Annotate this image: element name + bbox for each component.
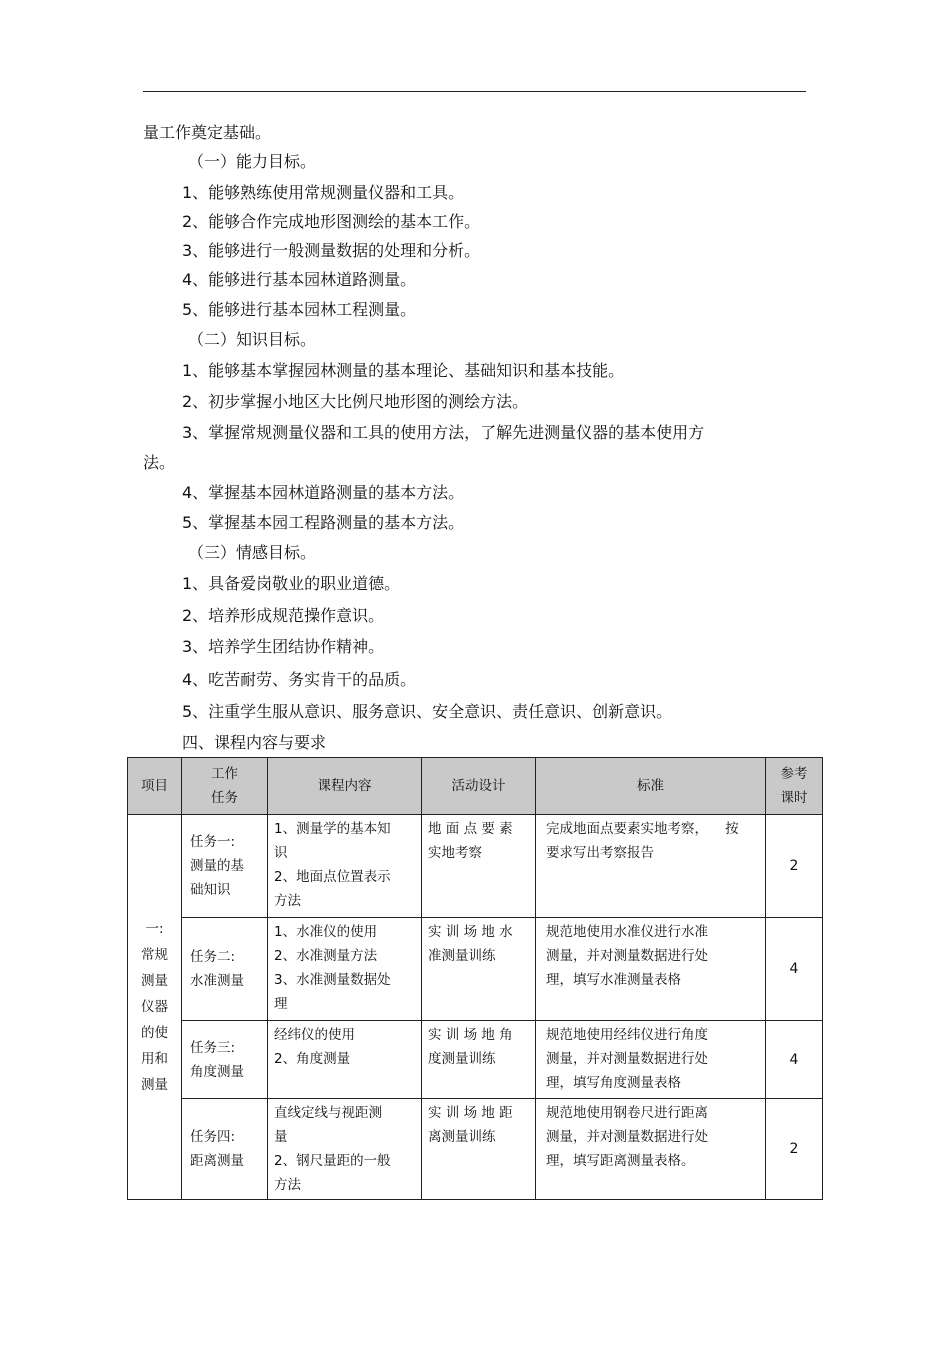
header-standard: 标准 [536, 758, 766, 815]
section-heading-knowledge: （二）知识目标。 [188, 330, 317, 349]
paragraph-line: 2、能够合作完成地形图测绘的基本工作。 [182, 212, 481, 231]
paragraph-line: 5、掌握基本园工程路测量的基本方法。 [182, 513, 465, 532]
paragraph-line: 4、掌握基本园林道路测量的基本方法。 [182, 483, 465, 502]
hours-cell: 2 [766, 815, 823, 918]
task-cell: 任务三: 角度测量 [182, 1021, 268, 1099]
course-content-table [127, 757, 823, 1200]
paragraph-line: 2、培养形成规范操作意识。 [182, 606, 385, 625]
paragraph-line: 4、吃苦耐劳、务实肯干的品质。 [182, 670, 417, 689]
task-cell: 任务一: 测量的基 础知识 [182, 815, 268, 918]
project-cell: 一: 常规 测量 仪器 的使 用和 测量 [128, 815, 182, 1200]
header-activity: 活动设计 [422, 758, 536, 815]
task-cell: 任务二: 水准测量 [182, 918, 268, 1021]
content-cell: 经纬仪的使用 2、角度测量 [268, 1021, 422, 1099]
paragraph-line: 2、初步掌握小地区大比例尺地形图的测绘方法。 [182, 392, 529, 411]
header-hours: 参考 课时 [766, 758, 823, 815]
paragraph-line: 1、能够基本掌握园林测量的基本理论、基础知识和基本技能。 [182, 361, 625, 380]
paragraph-line: 量工作奠定基础。 [143, 123, 272, 142]
activity-cell: 地 面 点 要 素 实地考察 [422, 815, 536, 918]
header-task: 工作 任务 [182, 758, 268, 815]
task-cell: 任务四: 距离测量 [182, 1099, 268, 1200]
hours-cell: 2 [766, 1099, 823, 1200]
paragraph-line: 3、掌握常规测量仪器和工具的使用方法，了解先进测量仪器的基本使用方 [182, 423, 705, 442]
paragraph-line: 法。 [143, 453, 176, 472]
paragraph-line: 4、能够进行基本园林道路测量。 [182, 270, 417, 289]
hours-cell: 4 [766, 918, 823, 1021]
table-row [128, 918, 823, 1021]
activity-cell: 实 训 场 地 距 离测量训练 [422, 1099, 536, 1200]
section-heading-ability: （一）能力目标。 [188, 152, 317, 171]
standard-cell: 完成地面点要素实地考察， 按 要求写出考察报告 [536, 815, 766, 918]
section-heading-emotion: （三）情感目标。 [188, 543, 317, 562]
header-content: 课程内容 [268, 758, 422, 815]
standard-cell: 规范地使用经纬仪进行角度 测量，并对测量数据进行处 理，填写角度测量表格 [536, 1021, 766, 1099]
table-header-row [128, 758, 823, 815]
content-cell: 1、测量学的基本知 识 2、地面点位置表示 方法 [268, 815, 422, 918]
table-row [128, 815, 823, 918]
paragraph-line: 1、具备爱岗敬业的职业道德。 [182, 574, 401, 593]
paragraph-line: 1、能够熟练使用常规测量仪器和工具。 [182, 183, 465, 202]
paragraph-line: 5、注重学生服从意识、服务意识、安全意识、责任意识、创新意识。 [182, 702, 673, 721]
standard-cell: 规范地使用水准仪进行水准 测量，并对测量数据进行处 理，填写水准测量表格 [536, 918, 766, 1021]
section-heading-course-content: 四、课程内容与要求 [182, 733, 327, 752]
activity-cell: 实 训 场 地 水 准测量训练 [422, 918, 536, 1021]
activity-cell: 实 训 场 地 角 度测量训练 [422, 1021, 536, 1099]
table-row [128, 1021, 823, 1099]
content-cell: 直线定线与视距测 量 2、钢尺量距的一般 方法 [268, 1099, 422, 1200]
content-cell: 1、水准仪的使用 2、水准测量方法 3、水准测量数据处 理 [268, 918, 422, 1021]
paragraph-line: 3、培养学生团结协作精神。 [182, 637, 385, 656]
paragraph-line: 3、能够进行一般测量数据的处理和分析。 [182, 241, 481, 260]
hours-cell: 4 [766, 1021, 823, 1099]
paragraph-line: 5、能够进行基本园林工程测量。 [182, 300, 417, 319]
standard-cell: 规范地使用钢卷尺进行距离 测量，并对测量数据进行处 理，填写距离测量表格。 [536, 1099, 766, 1200]
header-rule [143, 91, 806, 92]
header-project: 项目 [128, 758, 182, 815]
table-row [128, 1099, 823, 1200]
